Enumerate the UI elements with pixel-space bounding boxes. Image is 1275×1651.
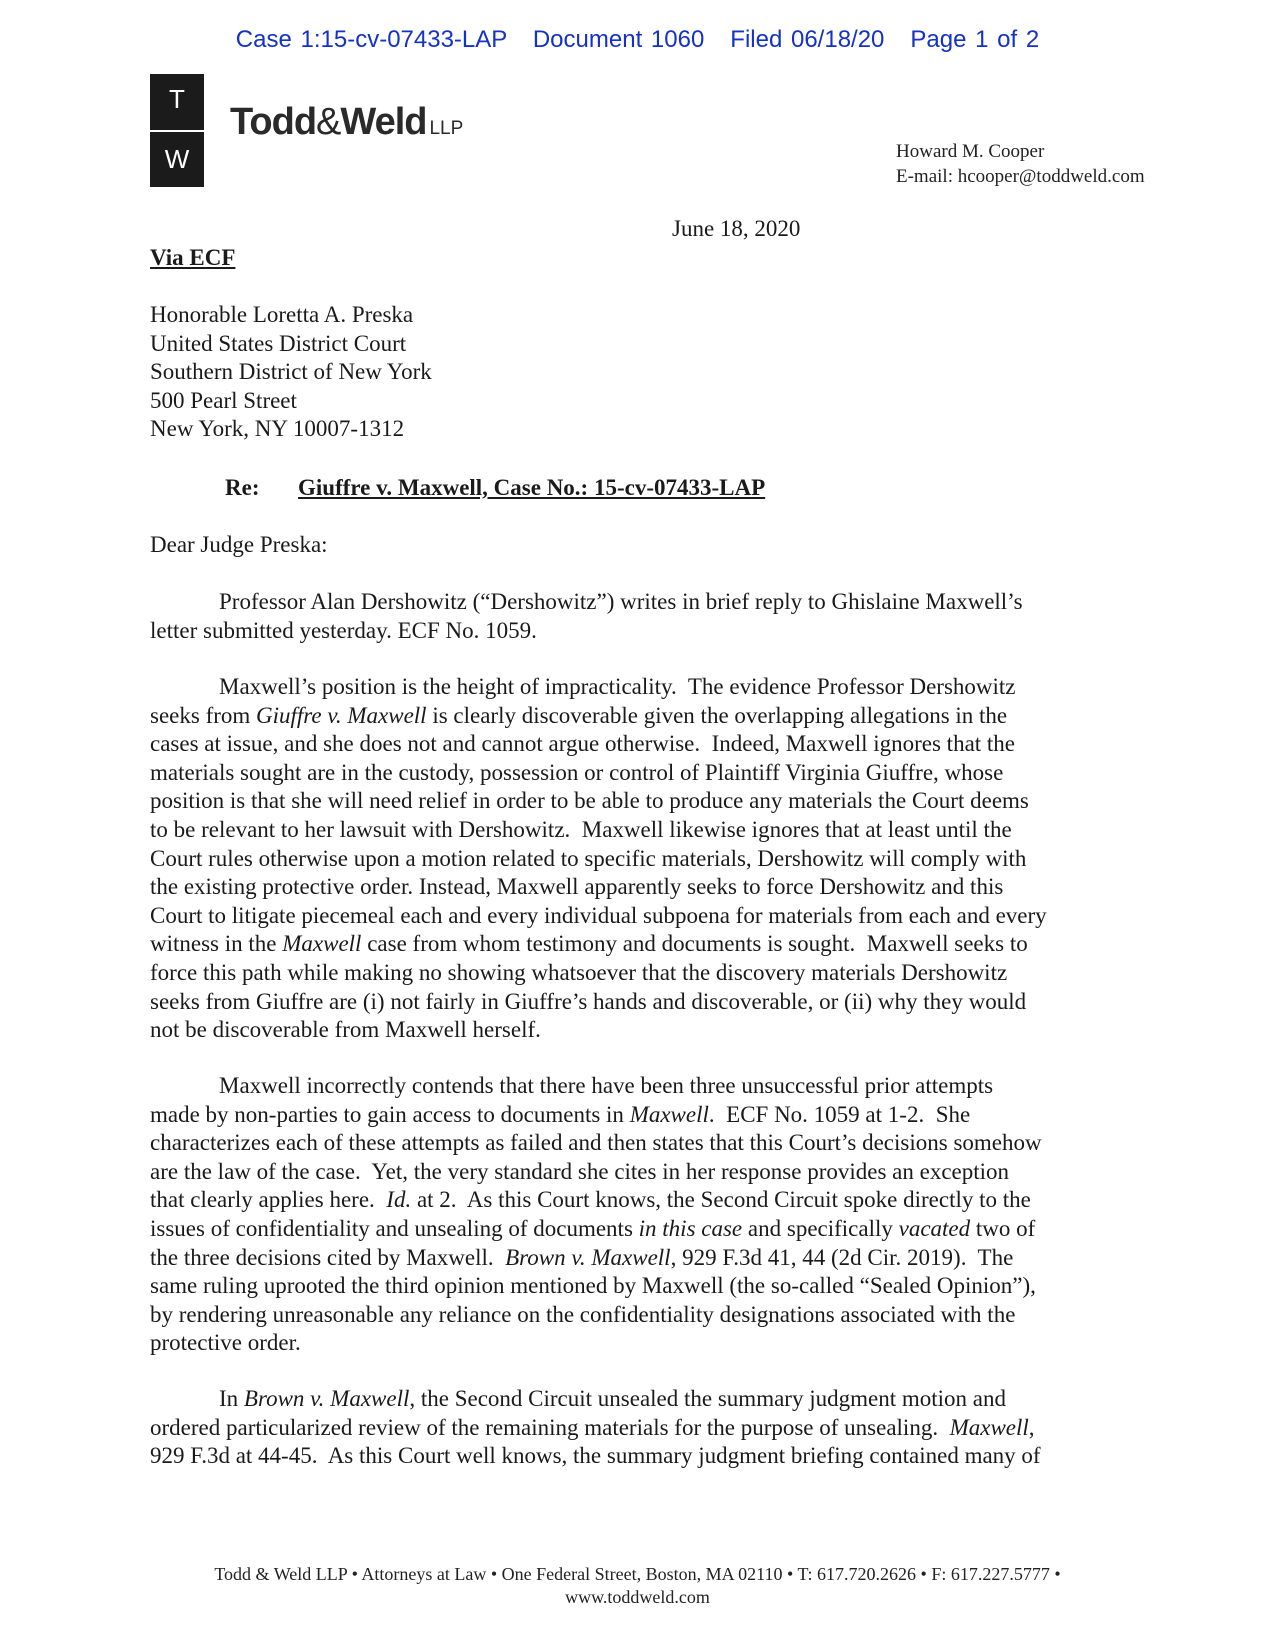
text-run: not be discoverable from Maxwell herself.	[150, 1017, 541, 1043]
re-subject: Giuffre v. Maxwell, Case No.: 15-cv-07433-LAP	[298, 475, 766, 500]
text-run: same ruling uprooted the third opinion mentioned by Maxwell (the so-called “Sealed Opinion”),	[150, 1273, 1036, 1299]
text-run: the existing protective order. Instead, Maxwell apparently seeks to force Dershowitz and this	[150, 874, 1004, 900]
italic-citation: Brown v. Maxwell	[505, 1244, 671, 1270]
paragraph-line	[150, 959, 1047, 988]
address-line: 500 Pearl Street	[150, 387, 297, 413]
italic-citation: in this case	[638, 1215, 743, 1241]
paragraph-line	[150, 1186, 1042, 1215]
firm-logo-mark	[150, 74, 204, 187]
text-run: Maxwell’s position is the height of impracticality. The evidence Professor Dershowitz	[150, 674, 1016, 699]
text-run: the three decisions cited by Maxwell.	[150, 1244, 506, 1270]
text-run: , the Second Circuit unsealed the summary judgment motion and	[409, 1386, 1006, 1411]
paragraph-line	[150, 988, 1047, 1017]
logo-letter-t: T	[169, 84, 185, 114]
delivery-method: Via ECF	[150, 245, 236, 270]
paragraph-line	[150, 1215, 1042, 1244]
paragraph-line	[150, 1414, 1041, 1443]
salutation: Dear Judge Preska:	[150, 532, 328, 557]
sender-name: Howard M. Cooper	[896, 141, 1045, 162]
paragraph-line	[150, 816, 1047, 845]
italic-citation: Maxwell	[629, 1101, 709, 1127]
text-run: that clearly applies here.	[150, 1187, 387, 1213]
text-run: Court rules otherwise upon a motion related to specific materials, Dershowitz will comply with	[150, 845, 1027, 871]
text-run: case from whom testimony and documents is sought. Maxwell seeks to	[361, 931, 1028, 957]
text-run: Professor Alan Dershowitz (“Dershowitz”) writes in brief reply to Ghislaine Maxwell’s	[150, 589, 1023, 614]
text-run: is clearly discoverable given the overlapping allegations in the	[426, 702, 1008, 728]
page-footer	[0, 1563, 1275, 1609]
sender-block	[896, 139, 1145, 189]
body-paragraph	[150, 1072, 1042, 1358]
logo-divider	[150, 130, 204, 132]
paragraph-line	[150, 873, 1047, 902]
paragraph-line	[150, 1129, 1042, 1158]
sender-email: E-mail: hcooper@toddweld.com	[896, 166, 1145, 187]
recipient-address	[150, 301, 432, 444]
italic-citation: Maxwell	[282, 931, 362, 957]
address-line: Southern District of New York	[150, 359, 432, 385]
paragraph-line	[150, 702, 1047, 731]
address-line: Honorable Loretta A. Preska	[150, 302, 414, 327]
paragraph-line	[150, 902, 1047, 931]
text-run: In	[150, 1386, 244, 1411]
firm-logo-wordmark	[230, 101, 463, 144]
paragraph-line	[150, 588, 1023, 617]
filing-header: Case 1:15-cv-07433-LAP Document 1060 Filed 06/18/20 Page 1 of 2	[235, 26, 1040, 53]
logo-ampersand: &	[316, 101, 341, 143]
paragraph-line	[150, 1016, 1047, 1045]
logo-suffix: LLP	[429, 118, 464, 139]
paragraph-line	[150, 1329, 1042, 1358]
text-run: protective order.	[150, 1330, 301, 1356]
text-run: are the law of the case. Yet, the very standard she cites in her response provides an exception	[150, 1158, 1010, 1184]
text-run: Court to litigate piecemeal each and every individual subpoena for materials from each and every	[150, 902, 1047, 928]
paragraph-line	[150, 759, 1047, 788]
paragraph-line	[150, 845, 1047, 874]
text-run: letter submitted yesterday. ECF No. 1059.	[150, 617, 537, 643]
italic-citation: Maxwell	[949, 1414, 1029, 1440]
italic-citation: vacated	[898, 1215, 971, 1241]
text-run: materials sought are in the custody, possession or control of Plaintiff Virginia Giuffre, whose	[150, 759, 1004, 785]
text-run: made by non-parties to gain access to documents in	[150, 1101, 630, 1127]
text-run: seeks from Giuffre are (i) not fairly in Giuffre’s hands and discoverable, or (ii) why they would	[150, 988, 1027, 1014]
text-run: . ECF No. 1059 at 1-2. She	[708, 1101, 971, 1127]
paragraph-line	[150, 1101, 1042, 1130]
text-run: seeks from	[150, 702, 257, 728]
text-run: 929 F.3d at 44-45. As this Court well knows, the summary judgment briefing contained many of	[150, 1443, 1041, 1469]
paragraph-line	[150, 1244, 1042, 1273]
paragraph-line	[150, 1272, 1042, 1301]
paragraph-line	[150, 1072, 1042, 1101]
text-run: two of	[970, 1215, 1036, 1241]
re-label: Re:	[225, 475, 260, 500]
text-run: by rendering unreasonable any reliance on the confidentiality designations associated with the	[150, 1301, 1016, 1327]
logo-name-part2: Weld	[340, 101, 427, 143]
italic-citation: Giuffre v. Maxwell	[256, 702, 427, 728]
text-run: position is that she will need relief in order to be able to produce any materials the Court deems	[150, 788, 1029, 814]
paragraph-line	[150, 730, 1047, 759]
paragraph-line	[150, 673, 1047, 702]
address-line: United States District Court	[150, 330, 407, 356]
text-run: , 929 F.3d 41, 44 (2d Cir. 2019). The	[670, 1244, 1014, 1270]
text-run: to be relevant to her lawsuit with Dershowitz. Maxwell likewise ignores that at least until the	[150, 816, 1012, 842]
italic-citation: Brown v. Maxwell	[243, 1386, 410, 1411]
paragraph-line	[150, 1301, 1042, 1330]
text-run: characterizes each of these attempts as failed and then states that this Court’s decisions somehow	[150, 1130, 1042, 1156]
logo-letter-w: W	[164, 144, 190, 174]
text-run: cases at issue, and she does not and cannot argue otherwise. Indeed, Maxwell ignores that the	[150, 731, 1016, 757]
text-run: and specifically	[742, 1215, 899, 1241]
body-paragraph	[150, 673, 1047, 1045]
paragraph-line	[150, 930, 1047, 959]
text-run: ordered particularized review of the remaining materials for the purpose of unsealing.	[150, 1414, 950, 1440]
italic-citation: Id.	[386, 1187, 412, 1213]
logo-name-part1: Todd	[230, 101, 317, 143]
text-run: issues of confidentiality and unsealing of documents	[150, 1215, 639, 1241]
address-line: New York, NY 10007-1312	[150, 416, 405, 442]
body-paragraph	[150, 1385, 1041, 1471]
paragraph-line	[150, 617, 1023, 646]
letter-date: June 18, 2020	[672, 216, 801, 241]
body-paragraph	[150, 588, 1023, 645]
footer-address: Todd & Weld LLP • Attorneys at Law • One Federal Street, Boston, MA 02110 • T: 617.720.2626 • F: 617.227.5777 •	[214, 1564, 1061, 1584]
paragraph-line	[150, 787, 1047, 816]
text-run: witness in the	[150, 931, 283, 957]
text-run: force this path while making no showing whatsoever that the discovery materials Dershowitz	[150, 959, 1008, 985]
paragraph-line	[150, 1158, 1042, 1187]
text-run: Maxwell incorrectly contends that there have been three unsuccessful prior attempts	[150, 1073, 994, 1098]
text-run: ,	[1028, 1414, 1035, 1440]
text-run: at 2. As this Court knows, the Second Circuit spoke directly to the	[411, 1187, 1031, 1213]
paragraph-line	[150, 1442, 1041, 1471]
paragraph-line	[150, 1385, 1041, 1414]
footer-website[interactable]: www.toddweld.com	[565, 1587, 710, 1607]
